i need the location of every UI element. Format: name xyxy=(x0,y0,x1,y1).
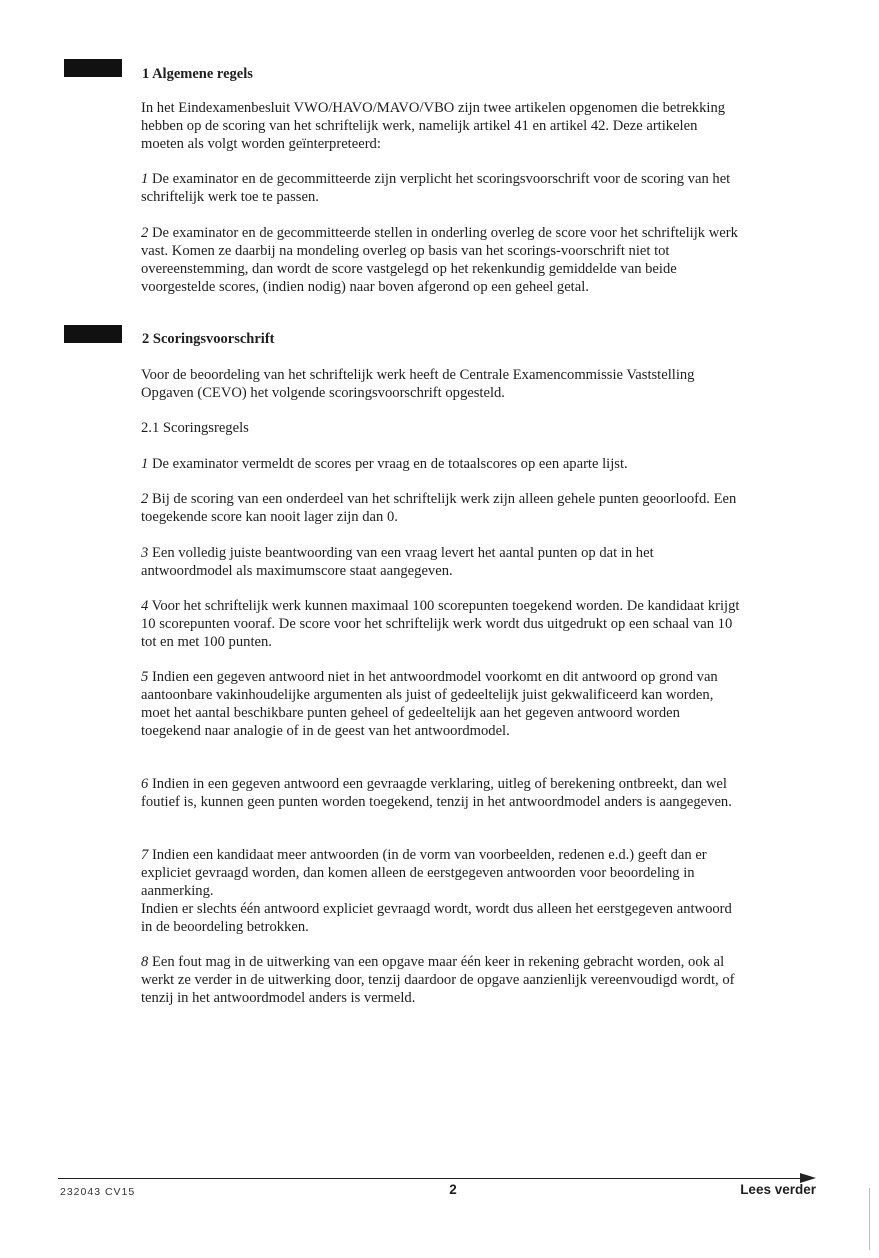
section-marker-1 xyxy=(64,59,122,77)
footer-rule xyxy=(58,1178,804,1179)
rule-number: 7 xyxy=(141,847,149,863)
rule-number: 6 xyxy=(141,776,149,792)
rule-text: Indien in een gegeven antwoord een gevraagde verklaring, uitleg of berekening ontbreekt, dan wel foutief is, kunnen geen punten worden toegekend, tenzij in het antwoordmodel anders is aangegeven. xyxy=(141,776,732,810)
section-2-subheading: 2.1 Scoringsregels xyxy=(141,420,249,436)
scoring-rule-8 xyxy=(141,953,743,1007)
rule-number: 3 xyxy=(141,545,149,561)
rule-number: 2 xyxy=(141,491,149,507)
rule-number: 2 xyxy=(141,225,149,241)
rule-text: Voor het schriftelijk werk kunnen maximaal 100 scorepunten toegekend worden. De kandidaat krijgt 10 scorepunten vooraf. De score voor het schriftelijk werk wordt dus uitgedrukt op een schaal van 10 tot en met 100 punten. xyxy=(141,598,740,650)
scoring-rule-2 xyxy=(141,490,743,526)
rule-number: 1 xyxy=(141,171,149,187)
rule-1-1 xyxy=(141,170,743,206)
scan-edge-mark xyxy=(869,1188,870,1250)
section-2-intro: Voor de beoordeling van het schriftelijk werk heeft de Centrale Examencommissie Vaststelling Opgaven (CEVO) het volgende scoringsvoorschrift opgesteld. xyxy=(141,367,695,401)
rule-1-2 xyxy=(141,224,743,296)
scoring-rule-1 xyxy=(141,455,743,473)
document-code: 232043 CV15 xyxy=(60,1186,136,1198)
section-marker-2 xyxy=(64,325,122,343)
rule-number: 8 xyxy=(141,954,149,970)
page-number: 2 xyxy=(449,1182,457,1197)
section-2-heading: 2 Scoringsvoorschrift xyxy=(142,331,275,347)
rule-text: Een volledig juiste beantwoording van een vraag levert het aantal punten op dat in het antwoordmodel als maximumscore staat aangegeven. xyxy=(141,545,654,579)
section-1-intro: In het Eindexamenbesluit VWO/HAVO/MAVO/VBO zijn twee artikelen opgenomen die betrekking hebben op de scoring van het schriftelijk werk, namelijk artikel 41 en artikel 42. Deze artikelen moeten als volgt worden geïnterpreteerd: xyxy=(141,100,726,152)
rule-text: De examinator vermeldt de scores per vraag en de totaalscores op een aparte lijst. xyxy=(148,456,628,472)
scoring-rule-3 xyxy=(141,544,743,580)
rule-number: 5 xyxy=(141,669,149,685)
rule-text: Bij de scoring van een onderdeel van het schriftelijk werk zijn alleen gehele punten geoorloofd. Een toegekende score kan nooit lager zijn dan 0. xyxy=(141,491,737,525)
rule-text: Indien een gegeven antwoord niet in het antwoordmodel voorkomt en dit antwoord op grond van aantoonbare vakinhoudelijke argumenten als juist of gedeeltelijk juist gekwalificeerd kan worden, moet het aantal beschikbare punten geheel of gedeeltelijk aan het gegeven antwoord worden toegekend naar analogie of in de geest van het antwoordmodel. xyxy=(141,669,718,739)
rule-text: De examinator en de gecommitteerde stellen in onderling overleg de score voor het schriftelijk werk vast. Komen ze daarbij na mondeling overleg op basis van het scorings-voorschrift niet tot overeenstemming, dan wordt de score vastgelegd op het rekenkundig gemiddelde van beide voorgestelde scores, (indien nodig) naar boven afgerond op een geheel getal. xyxy=(141,225,738,295)
rule-text: Indien een kandidaat meer antwoorden (in de vorm van voorbeelden, redenen e.d.) geeft dan er expliciet gevraagd worden, dan komen alleen de eerstgegeven antwoorden voor beoordeling in aanmerking. xyxy=(141,847,707,899)
rule-text-continued: Indien er slechts één antwoord expliciet gevraagd wordt, wordt dus alleen het eerstgegeven antwoord in de beoordeling betrokken. xyxy=(141,901,732,935)
scoring-rule-5 xyxy=(141,668,743,740)
rule-text: De examinator en de gecommitteerde zijn verplicht het scoringsvoorschrift voor de scoring van het schriftelijk werk toe te passen. xyxy=(141,171,731,205)
scoring-rule-7 xyxy=(141,846,743,936)
scoring-rule-4 xyxy=(141,597,743,651)
continue-label: Lees verder xyxy=(740,1182,816,1197)
rule-text: Een fout mag in de uitwerking van een opgave maar één keer in rekening gebracht worden, ook al werkt ze verder in de uitwerking door, tenzij daardoor de opgave aanzienlijk vereenvoudigd wordt, of tenzij in het antwoordmodel anders is vermeld. xyxy=(141,954,735,1006)
scoring-rule-6 xyxy=(141,775,743,811)
rule-number: 1 xyxy=(141,456,149,472)
rule-number: 4 xyxy=(141,598,149,614)
section-1-heading: 1 Algemene regels xyxy=(142,66,253,82)
